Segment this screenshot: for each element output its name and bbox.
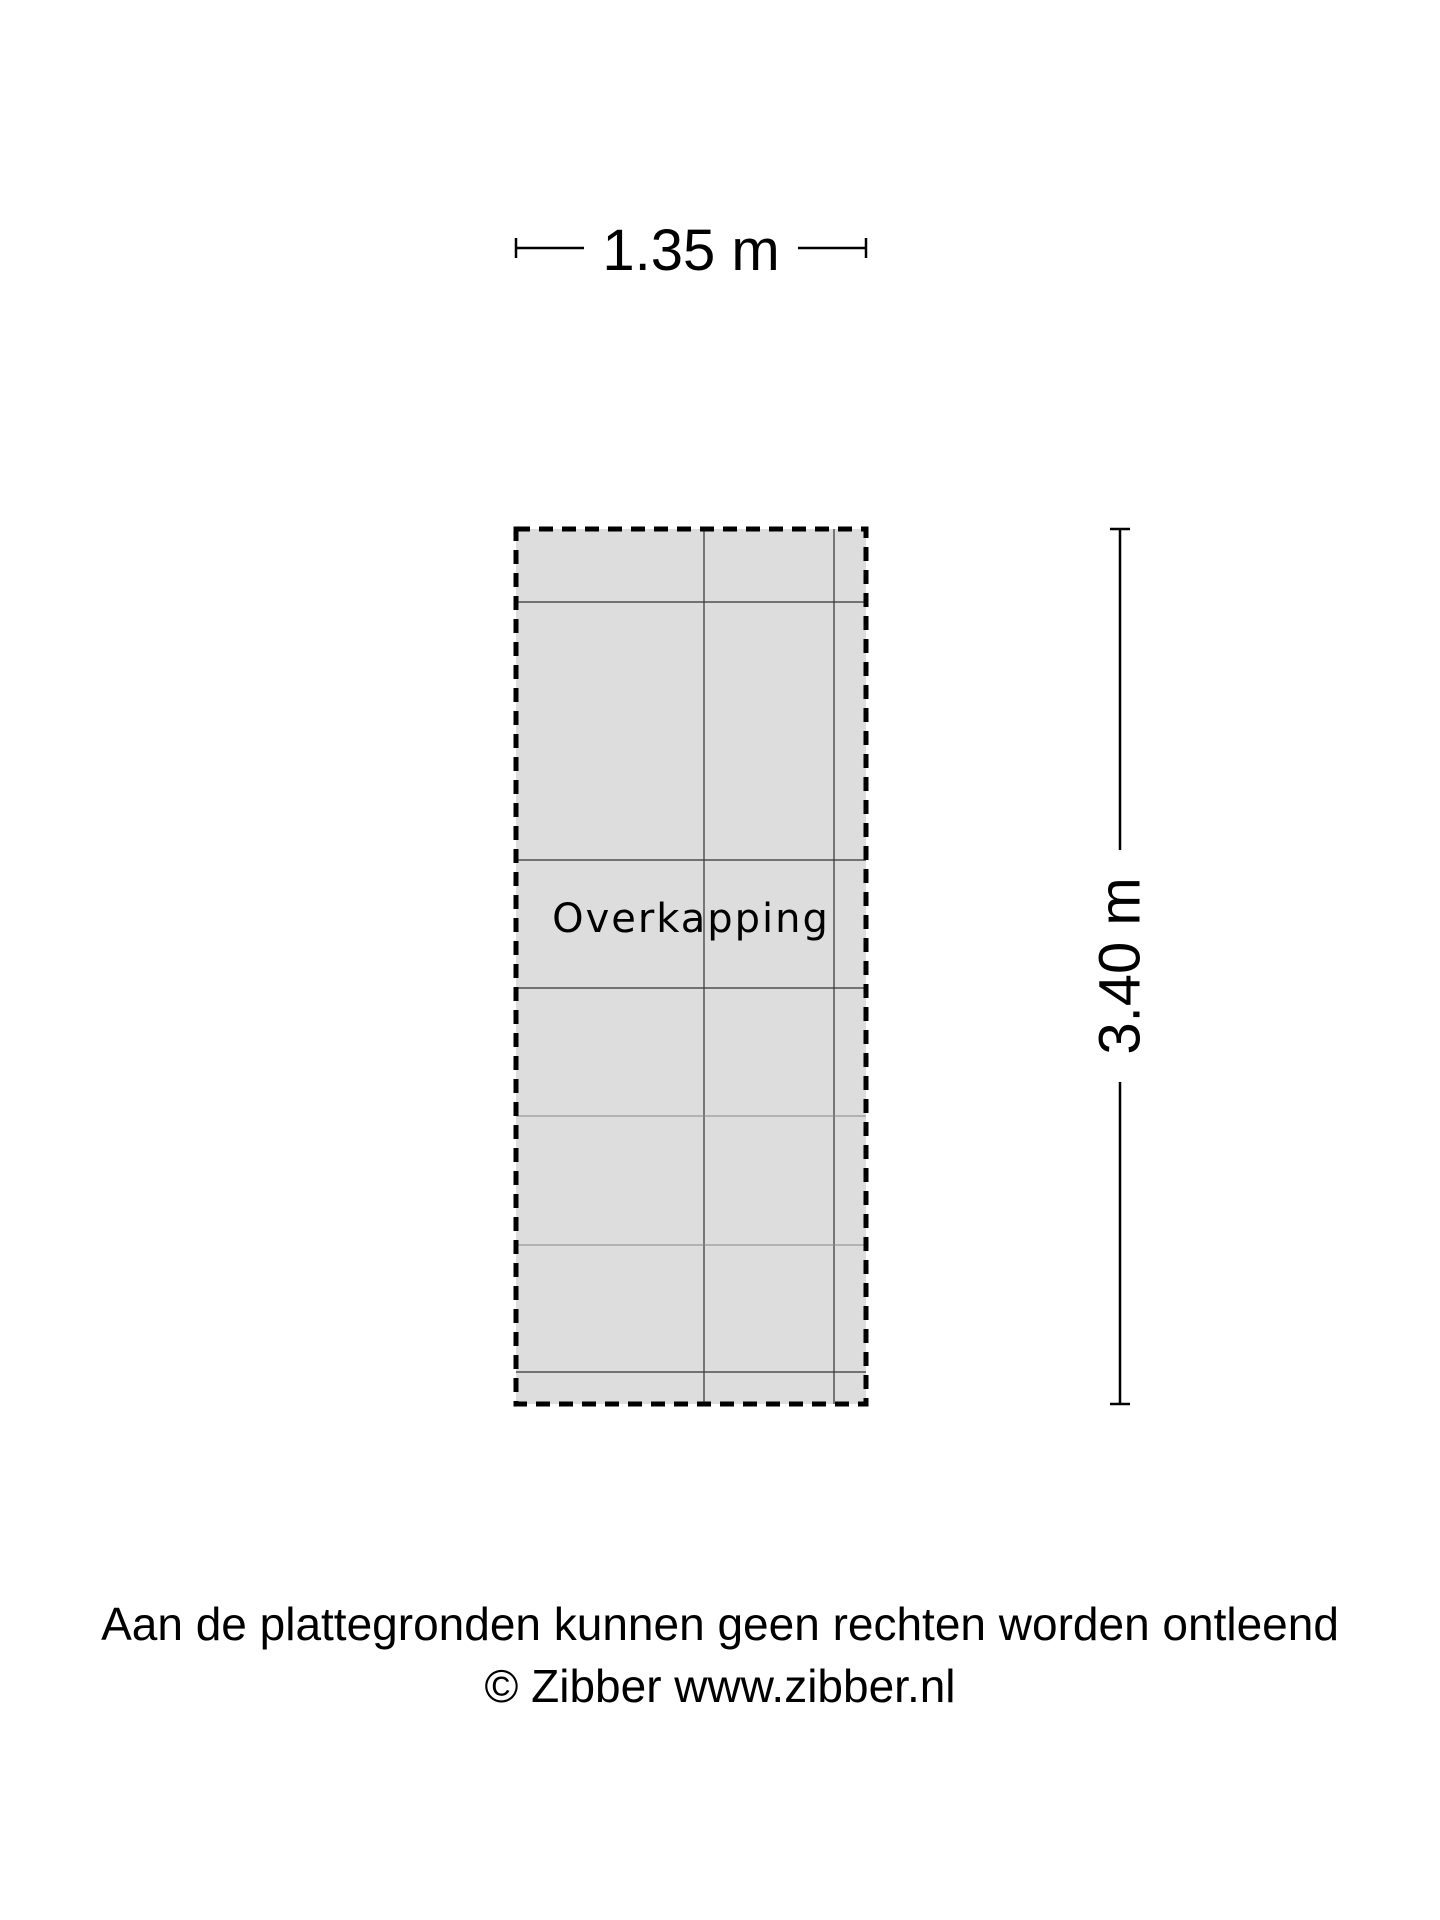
room-label: Overkapping [552,896,830,942]
room-fill [516,529,866,1404]
disclaimer-text: Aan de plattegronden kunnen geen rechten worden ontleend [101,1598,1339,1650]
depth-dimension-label: 3.40 m [1087,877,1153,1055]
copyright-text: © Zibber www.zibber.nl [484,1660,956,1712]
width-dimension-label: 1.35 m [602,218,780,283]
room-overkapping [516,529,866,1404]
depth-dimension [1088,529,1153,1404]
width-dimension [516,218,866,283]
